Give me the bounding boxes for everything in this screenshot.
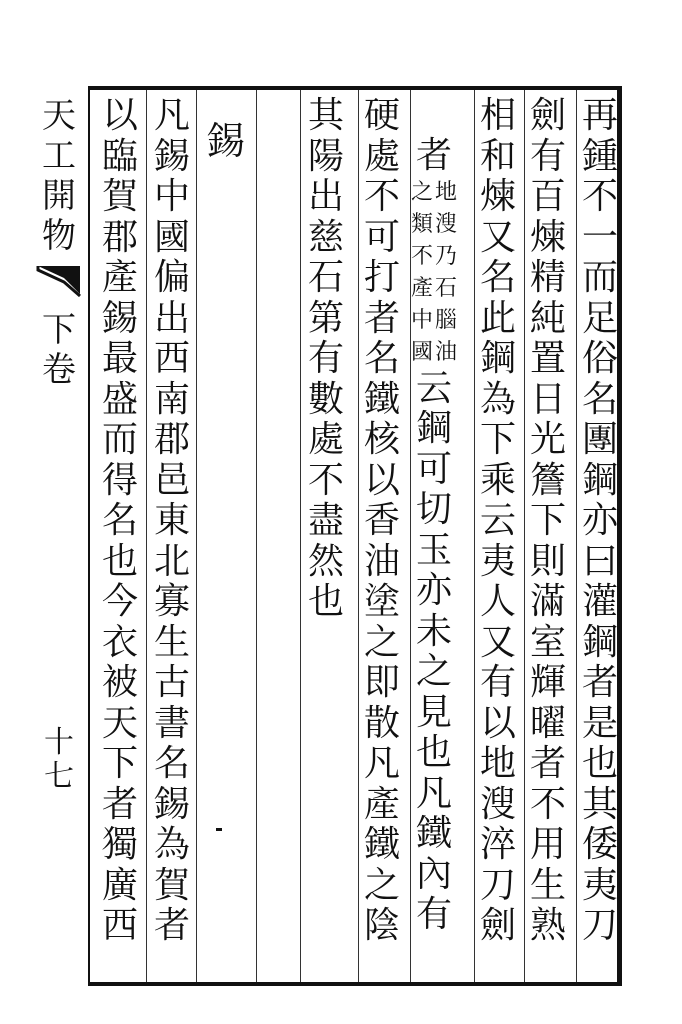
glyph: 產 <box>101 257 138 298</box>
glyph: 不 <box>529 783 566 825</box>
glyph: 光 <box>529 419 566 460</box>
glyph: 者 <box>415 135 452 177</box>
glyph: 衣 <box>101 621 138 663</box>
glyph: 簷 <box>529 459 566 501</box>
glyph: 硬 <box>363 96 400 136</box>
glyph: 物 <box>42 216 76 256</box>
glyph: 是 <box>581 702 618 744</box>
glyph: 有 <box>479 662 516 703</box>
ink-speck <box>216 828 222 831</box>
glyph: 臨 <box>101 135 138 177</box>
column-rule <box>524 90 525 982</box>
glyph: 凡 <box>153 96 190 136</box>
glyph: 賀 <box>101 176 138 217</box>
glyph: 室 <box>529 621 566 663</box>
glyph: 有 <box>529 135 566 177</box>
glyph: 出 <box>307 176 344 217</box>
glyph: 則 <box>529 540 566 582</box>
glyph: 煉 <box>529 216 566 258</box>
glyph: 而 <box>581 257 618 298</box>
glyph: 滿 <box>529 581 566 622</box>
column-rule <box>576 90 577 982</box>
glyph: 偏 <box>153 257 190 298</box>
main-text-segment <box>412 369 456 936</box>
glyph: 足 <box>581 297 618 339</box>
page-margin <box>34 96 84 976</box>
glyph: 劍 <box>479 905 516 946</box>
glyph: 西 <box>101 905 138 946</box>
text-column-6 <box>304 96 348 976</box>
glyph: 今 <box>101 581 138 622</box>
glyph: 也 <box>581 743 618 784</box>
glyph: 又 <box>479 621 516 663</box>
glyph: 云 <box>479 500 516 541</box>
fishtail-mark-icon <box>34 264 84 298</box>
glyph: 名 <box>101 500 138 541</box>
glyph: 切 <box>415 489 452 531</box>
glyph: 七 <box>44 759 74 794</box>
glyph: 廣 <box>101 864 138 906</box>
glyph: 東 <box>153 500 190 541</box>
glyph: 之 <box>363 621 400 663</box>
glyph: 有 <box>307 338 344 379</box>
glyph: 和 <box>479 135 516 177</box>
text-column-9 <box>98 96 142 976</box>
glyph: 此 <box>479 297 516 339</box>
glyph: 鋼 <box>415 408 452 450</box>
glyph: 團 <box>581 419 618 460</box>
glyph: 也 <box>101 540 138 582</box>
glyph: 百 <box>529 176 566 217</box>
glyph: 即 <box>363 662 400 703</box>
glyph: 慈 <box>307 216 344 258</box>
glyph: 夷 <box>581 864 618 906</box>
glyph: 處 <box>307 419 344 460</box>
glyph: 邑 <box>153 459 190 501</box>
glyph: 處 <box>363 135 400 177</box>
glyph: 錫 <box>206 119 245 163</box>
column-rule <box>196 90 197 982</box>
glyph: 名 <box>581 378 618 420</box>
glyph: 以 <box>479 702 516 744</box>
glyph: 人 <box>479 581 516 622</box>
glyph: 數 <box>307 378 344 420</box>
glyph: 以 <box>101 96 138 136</box>
glyph: 溲 <box>479 783 516 825</box>
volume-label <box>34 310 84 390</box>
glyph: 內 <box>415 853 452 895</box>
glyph: 亦 <box>415 570 452 612</box>
glyph: 刀 <box>581 905 618 946</box>
glyph: 夷 <box>479 540 516 582</box>
glyph: 得 <box>101 459 138 501</box>
glyph: 產 <box>363 783 400 825</box>
main-text-segment <box>412 136 456 177</box>
glyph: 古 <box>153 662 190 703</box>
glyph: 塗 <box>363 581 400 622</box>
glyph: 不 <box>581 176 618 217</box>
glyph: 有 <box>415 894 452 936</box>
glyph: 不 <box>363 176 400 217</box>
glyph: 最 <box>101 338 138 379</box>
glyph: 油 <box>435 339 458 365</box>
glyph: 而 <box>101 419 138 460</box>
glyph: 乃 <box>435 243 458 269</box>
glyph: 不 <box>307 459 344 501</box>
glyph: 精 <box>529 257 566 298</box>
glyph: 可 <box>415 448 452 490</box>
glyph: 鐵 <box>415 813 452 855</box>
glyph: 第 <box>307 297 344 339</box>
glyph: 云 <box>415 367 452 409</box>
glyph: 錫 <box>153 135 190 177</box>
glyph: 鋼 <box>581 459 618 501</box>
glyph: 散 <box>363 702 400 744</box>
column-rule <box>256 90 257 982</box>
glyph: 地 <box>435 179 458 205</box>
glyph: 產 <box>411 275 434 301</box>
glyph: 鋼 <box>479 338 516 379</box>
glyph: 又 <box>479 216 516 258</box>
glyph: 之 <box>411 179 434 205</box>
glyph: 日 <box>529 378 566 420</box>
glyph: 下 <box>529 500 566 541</box>
glyph: 工 <box>42 136 76 176</box>
glyph: 打 <box>363 257 400 298</box>
column-rule <box>300 90 301 982</box>
glyph: 國 <box>153 216 190 258</box>
glyph: 未 <box>415 610 452 652</box>
glyph: 鋼 <box>581 621 618 663</box>
glyph: 然 <box>307 540 344 582</box>
glyph: 凡 <box>363 743 400 784</box>
glyph: 盛 <box>101 378 138 420</box>
glyph: 乘 <box>479 459 516 501</box>
note-left-line <box>411 177 433 369</box>
column-rule <box>358 90 359 982</box>
glyph: 錫 <box>101 297 138 339</box>
glyph: 名 <box>153 743 190 784</box>
glyph: 卷 <box>42 350 76 390</box>
glyph: 被 <box>101 662 138 703</box>
glyph: 書 <box>153 702 190 744</box>
glyph: 置 <box>529 338 566 379</box>
section-heading <box>204 120 248 162</box>
glyph: 地 <box>479 743 516 784</box>
glyph: 以 <box>363 459 400 501</box>
glyph: 石 <box>307 257 344 298</box>
glyph: 再 <box>581 96 618 136</box>
page-number <box>34 726 84 794</box>
glyph: 香 <box>363 500 400 541</box>
text-column-2 <box>526 96 570 976</box>
glyph: 者 <box>101 783 138 825</box>
glyph: 南 <box>153 378 190 420</box>
glyph: 為 <box>479 378 516 420</box>
glyph: 輝 <box>529 662 566 703</box>
glyph: 亦 <box>581 500 618 541</box>
text-column-8 <box>150 96 194 976</box>
glyph: 出 <box>153 297 190 339</box>
glyph: 純 <box>529 297 566 339</box>
glyph: 生 <box>153 621 190 663</box>
glyph: 陰 <box>363 905 400 946</box>
glyph: 淬 <box>479 824 516 865</box>
glyph: 玉 <box>415 529 452 571</box>
glyph: 鍾 <box>581 135 618 177</box>
glyph: 其 <box>581 783 618 825</box>
glyph: 鐵 <box>363 824 400 865</box>
glyph: 天 <box>101 702 138 744</box>
glyph: 鐵 <box>363 378 400 420</box>
text-column-1 <box>578 96 622 976</box>
glyph: 刀 <box>479 864 516 906</box>
glyph: 凡 <box>415 772 452 814</box>
glyph: 也 <box>415 732 452 774</box>
glyph: 下 <box>101 743 138 784</box>
glyph: 國 <box>411 339 434 365</box>
glyph: 油 <box>363 540 400 582</box>
glyph: 用 <box>529 824 566 865</box>
glyph: 溲 <box>435 211 458 237</box>
glyph: 見 <box>415 691 452 733</box>
text-column-3 <box>476 96 520 976</box>
glyph: 名 <box>363 338 400 379</box>
glyph: 者 <box>529 743 566 784</box>
interlinear-note <box>411 177 457 369</box>
book-title <box>34 96 84 256</box>
glyph: 盡 <box>307 500 344 541</box>
text-column-4 <box>410 96 458 976</box>
glyph: 倭 <box>581 824 618 865</box>
glyph: 可 <box>363 216 400 258</box>
glyph: 一 <box>581 216 618 258</box>
glyph: 賀 <box>153 864 190 906</box>
glyph: 熟 <box>529 905 566 946</box>
glyph: 寡 <box>153 581 190 622</box>
glyph: 不 <box>411 243 434 269</box>
glyph: 生 <box>529 864 566 906</box>
glyph: 煉 <box>479 176 516 217</box>
glyph: 為 <box>153 824 190 865</box>
text-column-5 <box>360 96 404 976</box>
glyph: 中 <box>411 307 434 333</box>
glyph: 也 <box>307 581 344 622</box>
glyph: 腦 <box>435 307 458 333</box>
glyph: 錫 <box>153 783 190 825</box>
glyph: 曜 <box>529 702 566 744</box>
glyph: 名 <box>479 257 516 298</box>
glyph: 其 <box>307 96 344 136</box>
glyph: 核 <box>363 419 400 460</box>
glyph: 俗 <box>581 338 618 379</box>
glyph: 灌 <box>581 581 618 622</box>
glyph: 者 <box>581 662 618 703</box>
glyph: 劍 <box>529 96 566 136</box>
glyph: 西 <box>153 338 190 379</box>
glyph: 曰 <box>581 540 618 582</box>
glyph: 郡 <box>101 216 138 258</box>
glyph: 獨 <box>101 824 138 865</box>
glyph: 郡 <box>153 419 190 460</box>
glyph: 天 <box>42 96 76 136</box>
glyph: 十 <box>44 725 74 760</box>
glyph: 陽 <box>307 135 344 177</box>
glyph: 類 <box>411 211 434 237</box>
glyph: 者 <box>363 297 400 339</box>
glyph: 相 <box>479 96 516 136</box>
glyph: 石 <box>435 275 458 301</box>
glyph: 之 <box>415 651 452 693</box>
glyph: 下 <box>479 419 516 460</box>
column-rule <box>474 90 475 982</box>
glyph: 者 <box>153 905 190 946</box>
glyph: 之 <box>363 864 400 906</box>
glyph: 北 <box>153 540 190 582</box>
glyph: 開 <box>42 176 76 216</box>
note-right-line <box>435 177 457 369</box>
glyph: 中 <box>153 176 190 217</box>
column-rule <box>146 90 147 982</box>
glyph: 下 <box>42 310 76 350</box>
